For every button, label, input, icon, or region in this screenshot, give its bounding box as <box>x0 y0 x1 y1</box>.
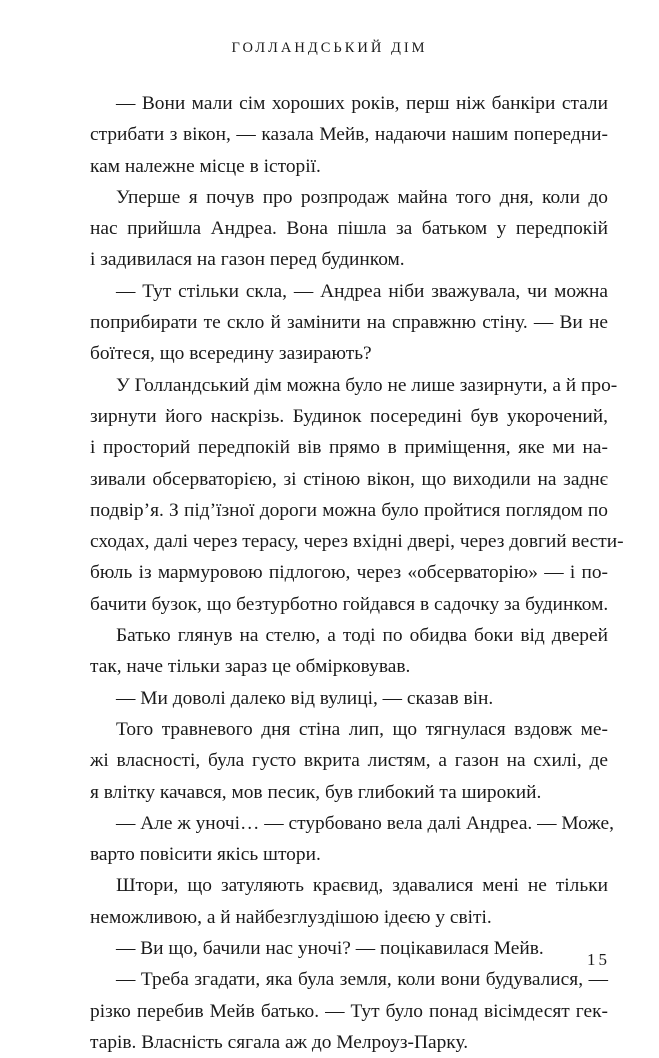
text-line: і просторий передпокій вів прямо в приміщення, яке ми на- <box>90 437 608 459</box>
text-line: бачити бузок, що безтурботно гойдався в садочку за будинком. <box>90 593 609 615</box>
text-line: варто повісити якісь штори. <box>90 844 321 866</box>
text-line: — Але ж уночі… — стурбовано вела далі Андреа. — Може, <box>116 812 614 834</box>
text-line: різко перебив Мейв батько. — Тут було понад вісімдесят гек- <box>90 1000 608 1022</box>
text-line: — Ми доволі далеко від вулиці, — сказав він. <box>116 687 494 709</box>
text-line: я влітку качався, мов песик, був глибокий та широкий. <box>90 781 542 803</box>
page-number: 15 <box>587 950 610 969</box>
text-line: — Тут стільки скла, — Андреа ніби зважувала, чи можна <box>116 280 608 302</box>
text-line: — Вони мали сім хороших років, перш ніж банкіри стали <box>116 93 608 114</box>
text-line: боїтеся, що всередину зазирають? <box>90 343 372 365</box>
running-head: ГОЛЛАНДСЬКИЙ ДІМ <box>231 40 428 56</box>
text-line: подвір’я. З під’їзної дороги можна було пройтися поглядом по <box>90 499 608 521</box>
body-text <box>90 88 624 1058</box>
text-line: сходах, далі через терасу, через вхідні двері, через довгий вести- <box>90 531 624 553</box>
text-line: тарів. Власність сягала аж до Мелроуз-Парку. <box>90 1031 469 1053</box>
text-line: — Ви що, бачили нас уночі? — поцікавилася Мейв. <box>116 938 544 960</box>
text-line: поприбирати те скло й замінити на справжню стіну. — Ви не <box>90 312 608 334</box>
text-line: жі власності, була густо вкрита листям, а газон на схилі, де <box>90 750 608 772</box>
text-line: Того травневого дня стіна лип, що тягнулася вздовж ме- <box>116 718 608 740</box>
text-line: Уперше я почув про розпродаж майна того дня, коли до <box>116 186 608 208</box>
text-line: Батько глянув на стелю, а тоді по обидва боки від дверей <box>116 625 608 647</box>
text-line: так, наче тільки зараз це обмірковував. <box>90 656 411 678</box>
text-line: і задивилася на газон перед будинком. <box>90 249 405 271</box>
text-line: нас прийшла Андреа. Вона пішла за батьком у передпокій <box>90 218 608 240</box>
text-line: бюль із мармуровою підлогою, через «обсерваторію» — і по- <box>90 562 608 584</box>
text-line: зивали обсерваторією, зі стіною вікон, що виходили на заднє <box>90 468 608 490</box>
text-line: стрибати з вікон, — казала Мейв, надаючи нашим попередни- <box>90 124 608 146</box>
text-line: — Треба згадати, яка була земля, коли вони будувалися, — <box>116 969 608 991</box>
text-line: У Голландський дім можна було не лише зазирнути, а й про- <box>116 374 618 396</box>
text-line: Штори, що затуляють краєвид, здавалися мені не тільки <box>116 875 608 897</box>
text-line: зирнути його наскрізь. Будинок посередині був укорочений, <box>90 405 608 427</box>
text-line: кам належне місце в історії. <box>90 155 321 177</box>
text-line: неможливою, а й найбезглуздішою ідеєю у світі. <box>90 906 492 928</box>
